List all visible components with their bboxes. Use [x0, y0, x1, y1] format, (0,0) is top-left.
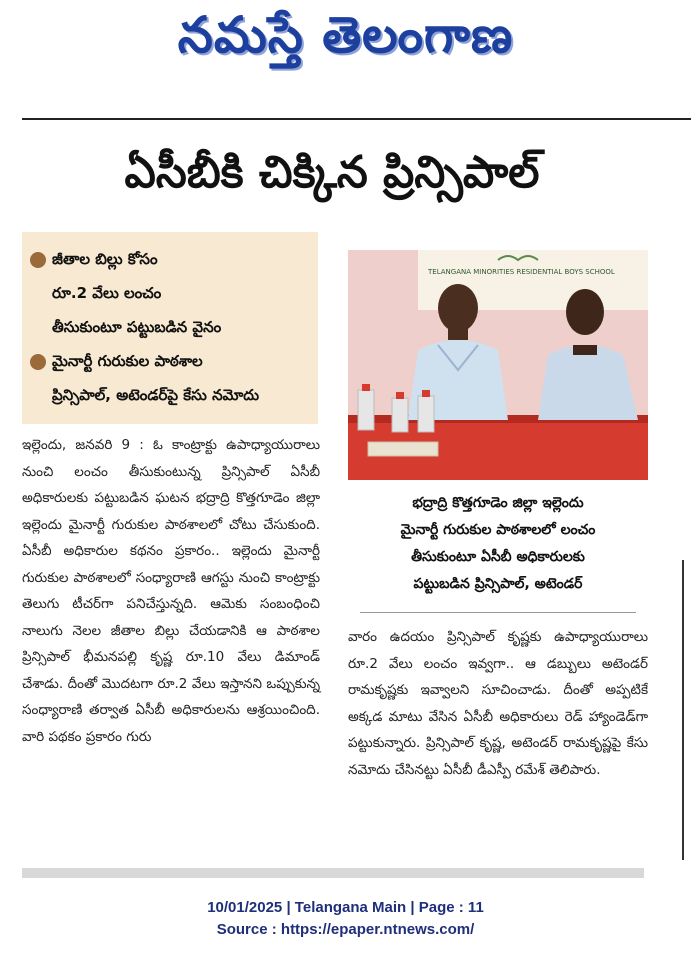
photo-caption: [348, 490, 648, 598]
article-text: ఇల్లెందు, జనవరి 9 : ఓ కాంట్రాక్టు ఉపాధ్యాయురాలు నుంచి లంచం తీసుకుంటున్న ప్రిన్సిపాల్ ఏసీబీ అధికారులకు పట్టుబడిన ఘటన భద్రాద్రి కొత్తగూడెం జిల్లా ఇల్లెందు మైనార్టీ గురుకుల పాఠశాలలో చోటు చేసుకుంది. ఏసీబీ అధికారుల కథనం ప్రకారం.. ఇల్లెందు మైనార్టీ గురుకుల పాఠశాలలో సంధ్యారాణి ఆగస్టు నుంచి కాంట్రాక్టు తెలుగు టీచర్‌గా పనిచేస్తున్నది. ఆమెకు సంబంధించి నాలుగు నెలల జీతాల బిల్లు చేయడానికి ఆ పాఠశాల ప్రిన్సిపాల్ భీమనపల్లి కృష్ణ రూ.10 వేలు డిమాండ్ చేశాడు. దీంతో మొదటగా రూ.2 వేలు ఇస్తానని ఒప్పుకున్న సంధ్యారాణి తర్వాత ఏసీబీ అధికారులను ఆశ్రయించింది. వారి పథకం ప్రకారం గురు: [22, 437, 320, 745]
caption-line: మైనార్టీ గురుకుల పాఠశాలలో లంచం: [400, 522, 596, 538]
caption-divider: [360, 612, 636, 613]
headline: ఏసీబీకి చిక్కిన ప్రిన్సిపాల్: [124, 147, 540, 198]
banner-text: TELANGANA MINORITIES RESIDENTIAL BOYS SCHOOL: [428, 268, 615, 276]
column-edge-divider: [682, 560, 691, 860]
highlight-item: మైనార్టీ గురుకుల పాఠశాల: [30, 344, 310, 378]
bullet-icon: [30, 252, 46, 268]
footer-date-line: 10/01/2025 | Telangana Main | Page : 11: [207, 899, 484, 916]
bottom-strip: [22, 868, 644, 878]
top-divider: [22, 118, 691, 120]
article-column-left: [22, 432, 320, 750]
article-text: వారం ఉదయం ప్రిన్సిపాల్ కృష్ణకు ఉపాధ్యాయురాలు రూ.2 వేలు లంచం ఇవ్వగా.. ఆ డబ్బులు అటెండర్ రామకృష్ణకు ఇవ్వాలని సూచించాడు. దీంతో అప్పటికే అక్కడ మాటు వేసిన ఏసీబీ అధికారులు రెడ్ హ్యాండెడ్‌గా పట్టుకున్నారు. ప్రిన్సిపాల్ కృష్ణ, అటెండర్ రామకృష్ణపై కేసు నమోదు చేసినట్టు ఏసీబీ డీఎస్పీ రమేశ్ తెలిపారు.: [348, 629, 648, 778]
highlight-line: రూ.2 వేలు లంచం: [52, 284, 162, 302]
bullet-icon: [30, 354, 46, 370]
footer: [0, 897, 691, 941]
highlight-item: జీతాల బిల్లు కోసం: [30, 242, 310, 276]
highlights-box: [22, 232, 318, 424]
footer-source-link[interactable]: Source : https://epaper.ntnews.com/: [216, 921, 475, 938]
newspaper-logo: నమస్తే తెలంగాణ: [177, 6, 514, 64]
highlight-line: తీసుకుంటూ పట్టుబడిన వైనం: [52, 318, 222, 336]
news-photo: [348, 250, 648, 480]
caption-line: భద్రాద్రి కొత్తగూడెం జిల్లా ఇల్లెందు: [412, 495, 584, 511]
caption-line: పట్టుబడిన ప్రిన్సిపాల్, అటెండర్: [413, 576, 583, 592]
masthead: [0, 0, 691, 86]
caption-line: తీసుకుంటూ ఏసీబీ అధికారులకు: [411, 549, 585, 565]
highlight-line: ప్రిన్సిపాల్, అటెండర్‌పై కేసు నమోదు: [52, 386, 260, 404]
article-column-right: [348, 624, 648, 783]
